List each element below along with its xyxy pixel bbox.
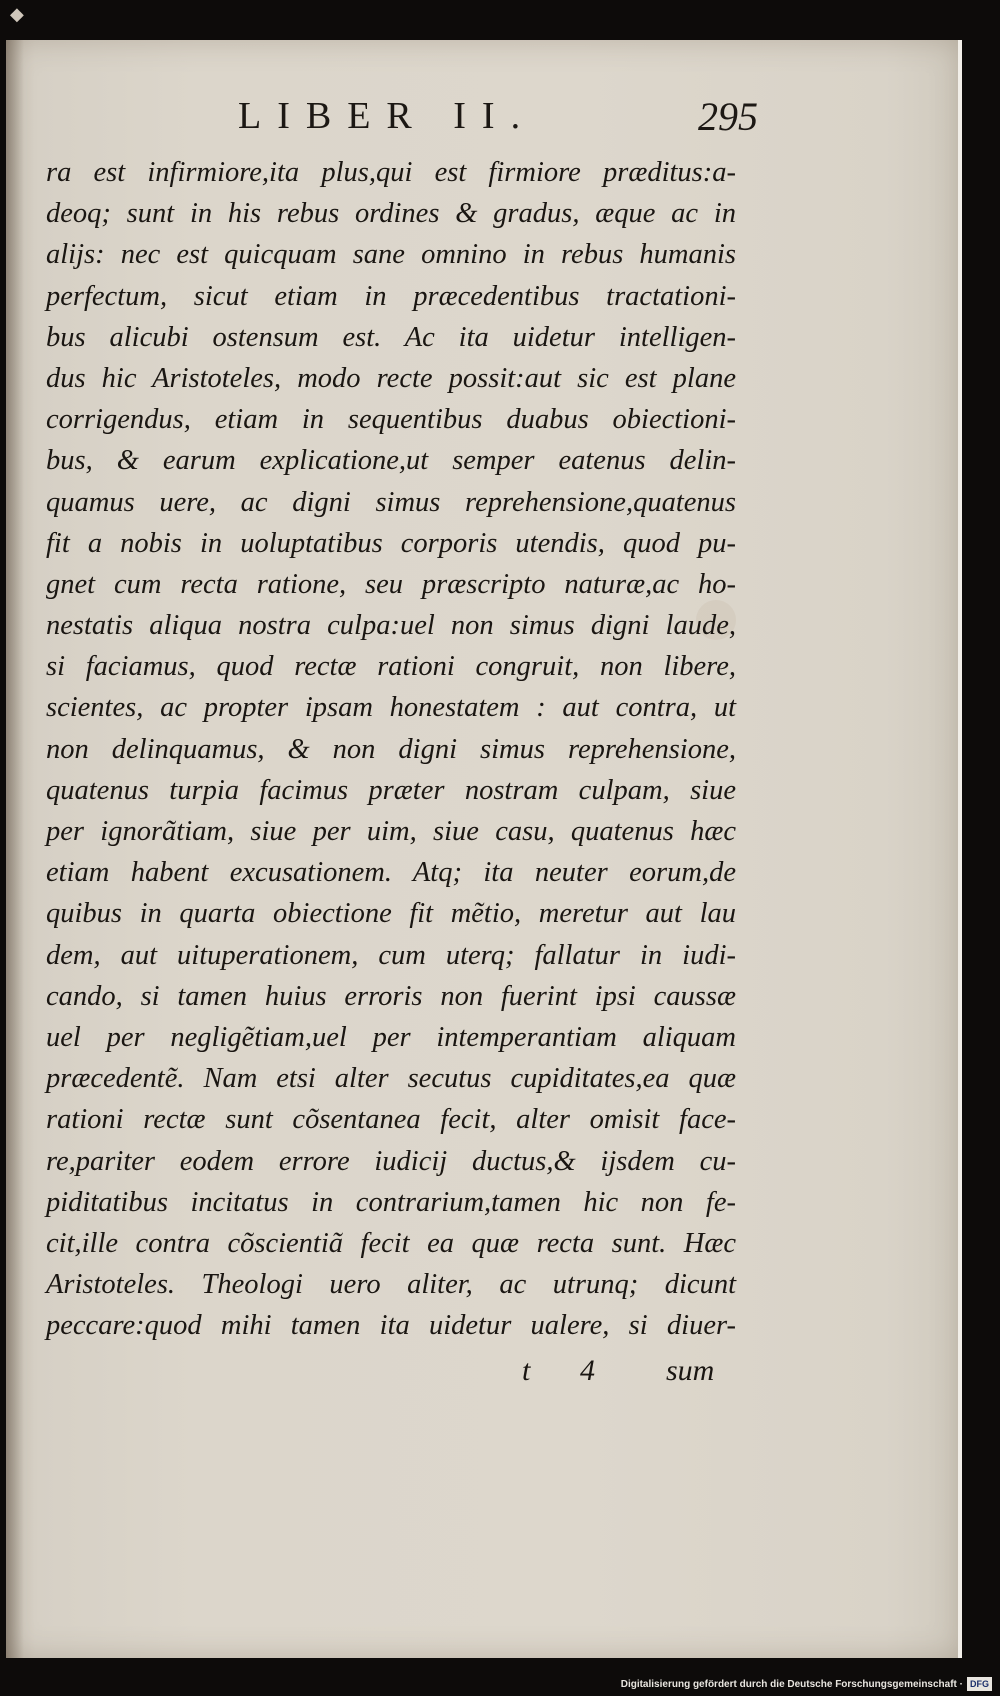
body-text	[46, 152, 736, 1346]
text-line: quibus in quarta obiectione fit mẽtio, meretur aut lau	[46, 898, 736, 930]
text-line: cando, si tamen huius erroris non fuerint ipsi caussæ	[46, 980, 736, 1012]
text-line: alijs: nec est quicquam sane omnino in rebus humanis	[46, 239, 736, 271]
catchword: sum	[666, 1354, 715, 1387]
page-header	[238, 88, 758, 144]
text-line: bus, & earum explicatione,ut semper eatenus delin-	[46, 445, 736, 477]
text-line: piditatibus incitatus in contrarium,tamen hic non fe-	[46, 1186, 736, 1218]
text-line: re,pariter eodem errore iudicij ductus,& ijsdem cu-	[46, 1145, 736, 1177]
text-line: si faciamus, quod rectæ rationi congruit, non libere,	[46, 651, 736, 683]
text-line: per ignorãtiam, siue per uim, siue casu, quatenus hæc	[46, 816, 736, 847]
text-line: scientes, ac propter ipsam honestatem : aut contra, ut	[46, 692, 736, 724]
text-line: dus hic Aristoteles, modo recte possit:aut sic est plane	[46, 362, 736, 394]
footer-credit: Digitalisierung gefördert durch die Deutsche Forschungsgemeinschaft ·	[620, 1678, 963, 1690]
text-line: Aristoteles. Theologi uero aliter, ac utrunq; dicunt	[46, 1269, 736, 1301]
text-line: non delinquamus, & non digni simus reprehensione,	[46, 733, 736, 765]
catchword-line	[470, 1350, 726, 1394]
running-title: LIBER II.	[238, 95, 537, 137]
text-line: quatenus turpia facimus præter nostram culpam, siue	[46, 774, 736, 806]
signature-number: 4	[580, 1354, 595, 1387]
text-line: uel per negligẽtiam,uel per intemperantiam aliquam	[46, 1021, 736, 1053]
spine-shadow	[6, 40, 24, 1658]
text-line: quamus uere, ac digni simus reprehensione,quatenus	[46, 486, 736, 518]
text-line: rationi rectæ sunt cõsentanea fecit, alter omisit face-	[46, 1104, 736, 1136]
text-line: perfectum, sicut etiam in præcedentibus tractationi-	[46, 280, 736, 312]
text-line: ra est infirmiore,ita plus,qui est firmiore præditus:a-	[46, 157, 736, 188]
signature-mark: t	[522, 1354, 531, 1387]
page-edge	[958, 40, 962, 1658]
text-line: bus alicubi ostensum est. Ac ita uidetur intelligen-	[46, 321, 736, 353]
text-line: præcedentẽ. Nam etsi alter secutus cupiditates,ea quæ	[46, 1063, 736, 1095]
text-line: etiam habent excusationem. Atq; ita neuter eorum,de	[46, 857, 736, 889]
dfg-logo: DFG	[967, 1677, 992, 1691]
text-line: cit,ille contra cõscientiã fecit ea quæ recta sunt. Hæc	[46, 1227, 736, 1259]
text-line: fit a nobis in uoluptatibus corporis utendis, quod pu-	[46, 527, 736, 559]
text-line: corrigendus, etiam in sequentibus duabus obiectioni-	[46, 404, 736, 436]
text-line: deoq; sunt in his rebus ordines & gradus, æque ac in	[46, 198, 736, 230]
text-line: gnet cum recta ratione, seu præscripto naturæ,ac ho-	[46, 568, 736, 600]
corner-marker-icon: ◆	[10, 4, 24, 25]
text-line: peccare:quod mihi tamen ita uidetur ualere, si diuer-	[46, 1310, 736, 1342]
text-line: dem, aut uituperationem, cum uterq; fallatur in iudi-	[46, 939, 736, 971]
digitization-footer	[621, 1674, 992, 1694]
text-line: nestatis aliqua nostra culpa:uel non simus digni laude,	[46, 610, 736, 642]
page-number: 295	[698, 93, 758, 139]
